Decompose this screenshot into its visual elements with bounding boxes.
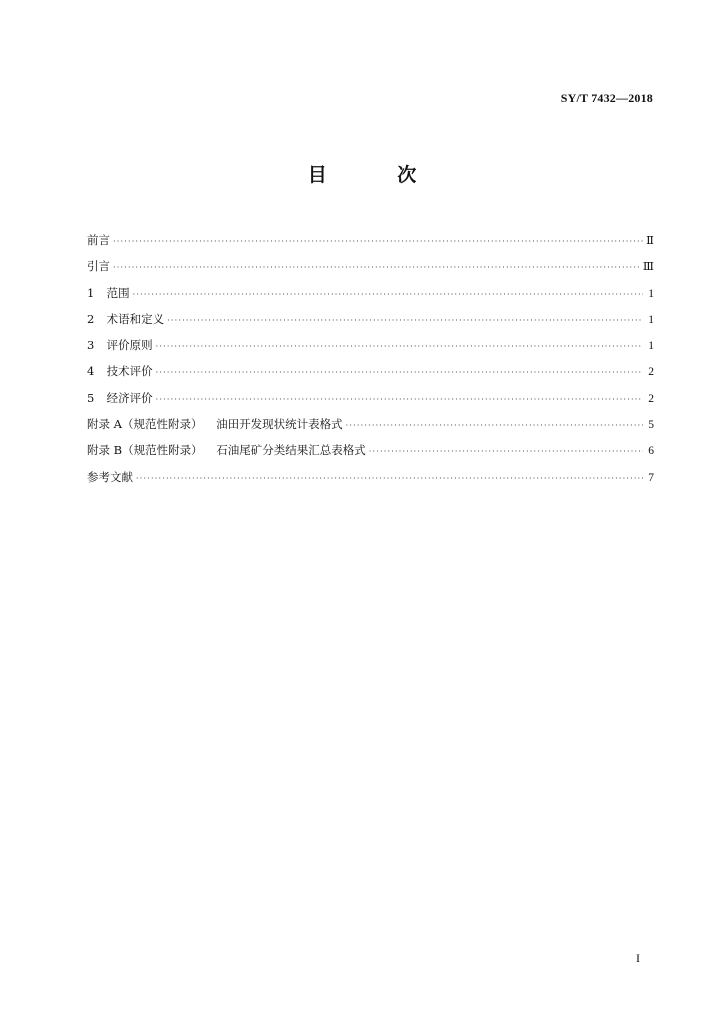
toc-page-number: 1 xyxy=(648,340,654,353)
toc-leader-dots xyxy=(156,389,643,411)
toc-appendix-label: 附录 B（规范性附录） xyxy=(87,443,203,458)
toc-entry-text: 参考文献 xyxy=(87,469,133,484)
toc-entry-appendix-b[interactable] xyxy=(87,439,654,465)
toc-page-number: 1 xyxy=(648,313,654,326)
standard-code: SY/T 7432—2018 xyxy=(560,91,653,105)
toc-entry-text: 前言 xyxy=(87,233,110,247)
toc-leader-dots xyxy=(167,310,643,332)
toc-page-number: Ⅱ xyxy=(646,235,654,247)
toc-leader-dots xyxy=(156,336,643,358)
toc-page-number: 5 xyxy=(648,419,654,432)
toc-title: 目 次 xyxy=(307,164,449,186)
toc-leader-dots xyxy=(369,441,643,463)
toc-appendix-label: 附录 A（规范性附录） xyxy=(87,417,203,432)
toc-page-number: 6 xyxy=(648,445,654,458)
toc-entry-text: 术语和定义 xyxy=(106,311,165,326)
toc-entry-text: 范围 xyxy=(106,285,130,300)
toc-leader-dots xyxy=(156,362,643,384)
toc-page-number: 2 xyxy=(648,392,654,405)
toc-entry-text: 石油尾矿分类结果汇总表格式 xyxy=(216,443,366,458)
toc-leader-dots xyxy=(346,415,643,437)
toc-entry-economic[interactable] xyxy=(87,387,654,413)
page-number: I xyxy=(636,951,640,965)
toc-section-number: 2 xyxy=(87,311,95,326)
toc-page-number: 1 xyxy=(648,287,654,300)
toc-page-number: 2 xyxy=(648,366,654,379)
toc-entry-text: 引言 xyxy=(87,259,110,274)
toc-section-number: 4 xyxy=(87,364,95,379)
toc-entry-introduction[interactable] xyxy=(87,255,654,281)
toc-leader-dots xyxy=(136,468,643,490)
toc-entry-scope[interactable] xyxy=(87,282,654,308)
toc-section-number: 3 xyxy=(87,338,95,353)
toc-entry-technical[interactable] xyxy=(87,360,654,386)
toc-section-number: 5 xyxy=(87,390,95,405)
toc-entry-text: 经济评价 xyxy=(106,390,153,405)
toc-entry-principles[interactable] xyxy=(87,334,654,360)
table-of-contents xyxy=(87,229,654,492)
toc-entry-appendix-a[interactable] xyxy=(87,413,654,439)
toc-entry-references[interactable] xyxy=(87,466,654,492)
toc-section-number: 1 xyxy=(87,285,95,300)
toc-entry-terms[interactable] xyxy=(87,308,654,334)
toc-page-number: 7 xyxy=(648,471,654,484)
toc-leader-dots xyxy=(113,257,640,279)
toc-leader-dots xyxy=(133,284,643,306)
toc-entry-text: 油田开发现状统计表格式 xyxy=(216,417,343,432)
toc-entry-text: 评价原则 xyxy=(106,338,153,353)
toc-entry-text: 技术评价 xyxy=(106,364,153,379)
toc-entry-foreword[interactable] xyxy=(87,229,654,255)
toc-page-number: Ⅲ xyxy=(642,261,654,274)
toc-leader-dots xyxy=(113,231,643,253)
